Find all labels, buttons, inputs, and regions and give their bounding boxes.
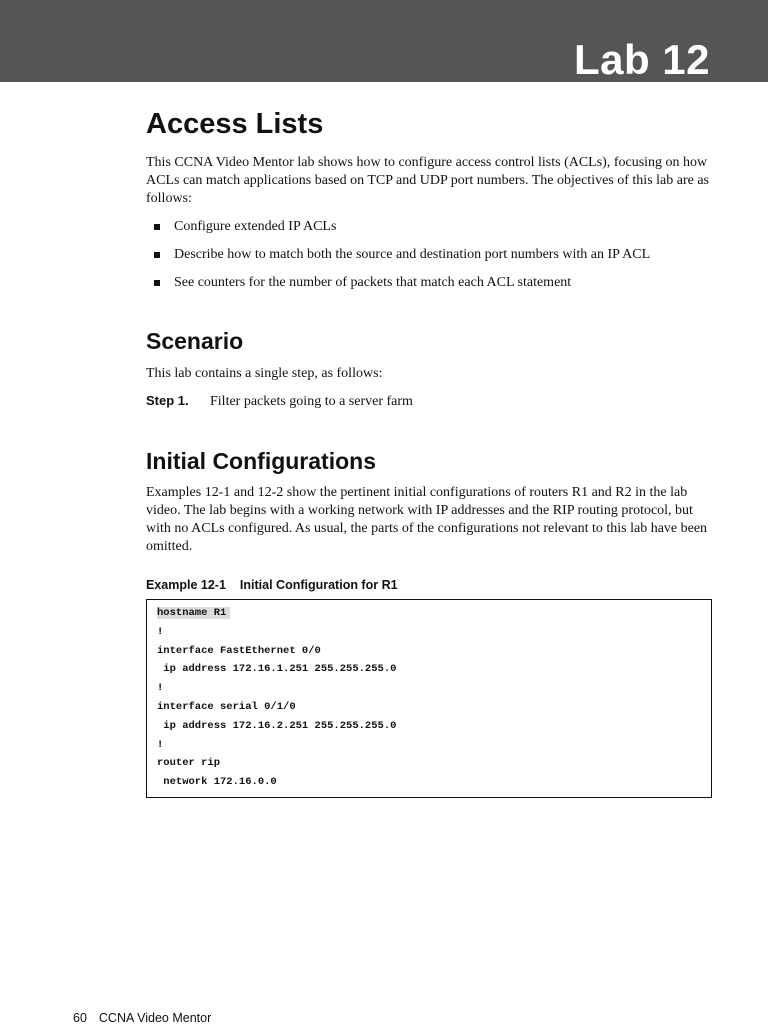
code-line: interface FastEthernet 0/0 xyxy=(157,644,321,657)
code-line-text: hostname R1 xyxy=(157,607,230,619)
section-heading-access-lists: Access Lists xyxy=(146,108,324,140)
list-item xyxy=(146,218,714,246)
code-lines xyxy=(157,604,396,792)
list-item-text: See counters for the number of packets that match each ACL statement xyxy=(174,275,572,290)
step-item xyxy=(146,392,413,411)
bullet-square-icon xyxy=(154,224,160,230)
code-example-box xyxy=(146,599,712,798)
code-line: ! xyxy=(157,738,164,751)
objectives-list xyxy=(146,218,714,302)
list-item-text: Configure extended IP ACLs xyxy=(174,219,337,234)
chapter-banner xyxy=(0,0,768,82)
code-line: interface serial 0/1/0 xyxy=(157,700,296,713)
initial-configurations-paragraph: Examples 12-1 and 12-2 show the pertinent initial configurations of routers R1 and R2 in the lab video. The lab begins with a working network with IP addresses and the RIP routing protocol, but with no ACLs configured. As usual, the parts of the configurations not relevant to this lab have been omitted. xyxy=(146,485,708,554)
book-title: CCNA Video Mentor xyxy=(98,1011,212,1025)
bullet-square-icon xyxy=(154,252,160,258)
list-item-text: Describe how to match both the source and destination port numbers with an IP ACL xyxy=(174,247,651,262)
step-label: Step 1. xyxy=(146,393,189,408)
section-heading-scenario: Scenario xyxy=(146,328,244,354)
code-line: router rip xyxy=(157,757,221,770)
code-line: ip address 172.16.1.251 255.255.255.0 xyxy=(157,663,397,676)
code-line: ip address 172.16.2.251 255.255.255.0 xyxy=(157,719,397,732)
page-number: 60 xyxy=(73,1011,87,1025)
code-line: ! xyxy=(157,625,164,638)
example-number: Example 12-1 xyxy=(146,578,226,592)
example-title: Initial Configuration for R1 xyxy=(239,578,398,592)
code-line: network 172.16.0.0 xyxy=(157,776,277,789)
list-item xyxy=(146,274,714,302)
scenario-paragraph: This lab contains a single step, as follows: xyxy=(146,366,383,381)
example-caption xyxy=(146,577,398,593)
intro-paragraph: This CCNA Video Mentor lab shows how to configure access control lists (ACLs), focusing on how ACLs can match applications based on TCP and UDP port numbers. The objectives of this lab are as follows: xyxy=(146,155,709,206)
list-item xyxy=(146,246,714,274)
code-line xyxy=(157,604,396,623)
lab-title: Lab 12 xyxy=(573,36,710,83)
bullet-square-icon xyxy=(154,280,160,286)
section-heading-initial-configurations: Initial Configurations xyxy=(146,448,376,474)
code-line: ! xyxy=(157,682,164,695)
step-text: Filter packets going to a server farm xyxy=(210,394,413,409)
